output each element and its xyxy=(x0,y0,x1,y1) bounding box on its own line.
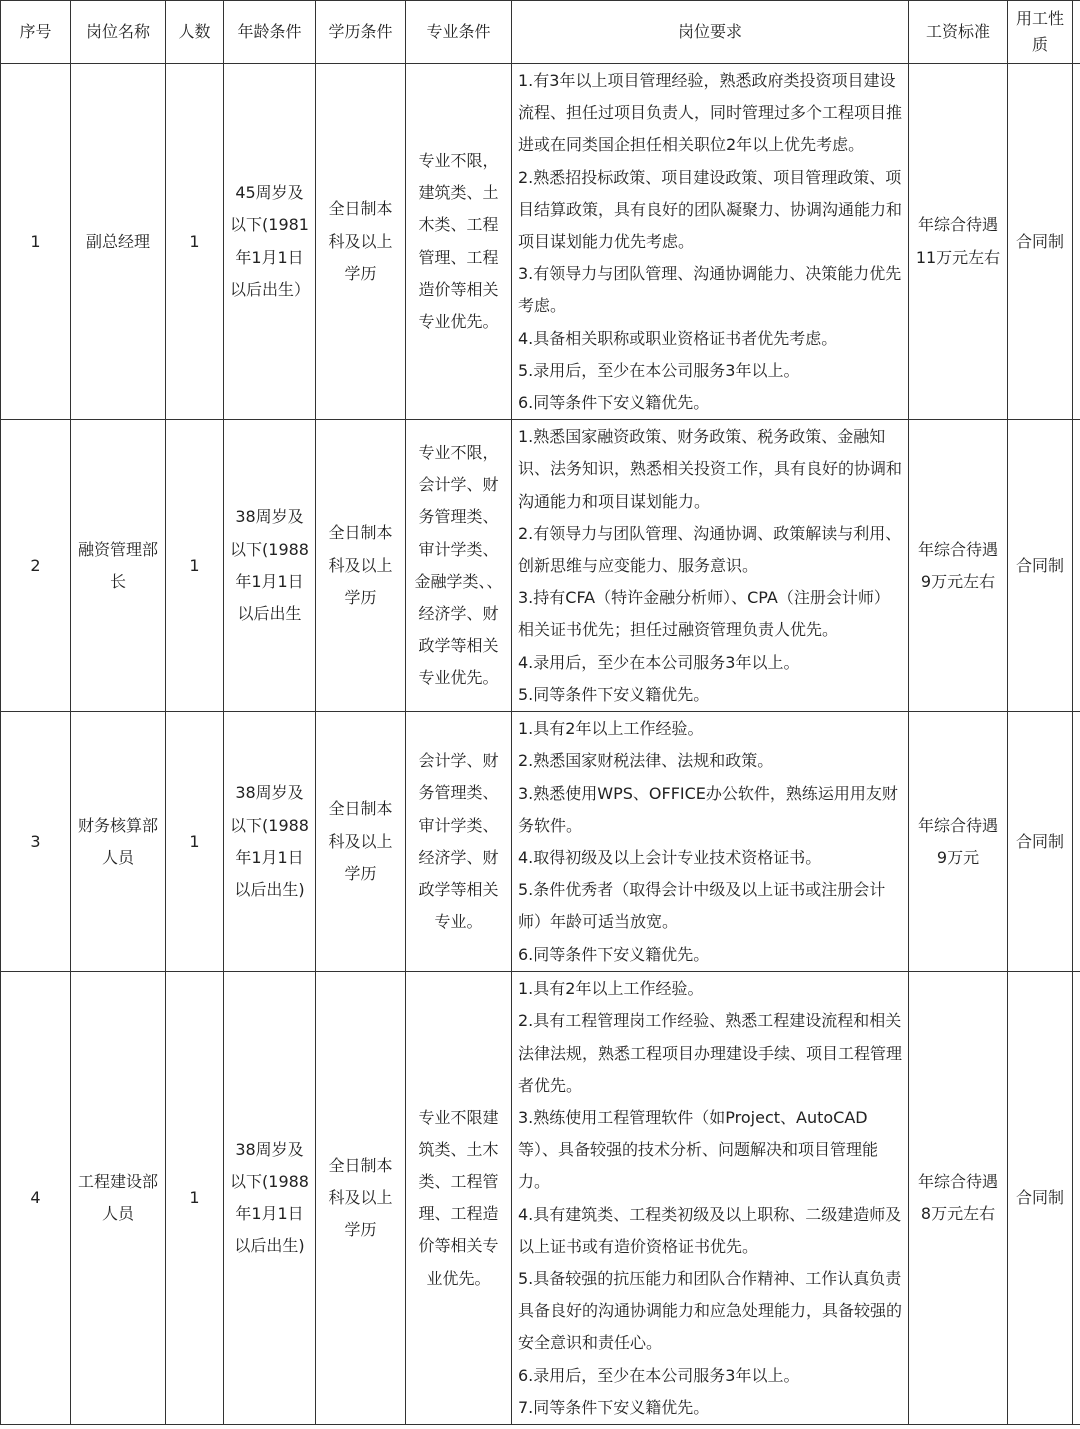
cell-major: 专业不限建筑类、土木类、工程管理、工程造价等相关专业优先。 xyxy=(406,972,512,1425)
cell-employment: 合同制 xyxy=(1008,972,1073,1425)
requirement-item: 3.有领导力与团队管理、沟通协调能力、决策能力优先考虑。 xyxy=(518,264,902,316)
cell-seq: 1 xyxy=(1,64,71,420)
cell-age: 45周岁及以下(1981年1月1日以后出生） xyxy=(224,64,316,420)
requirement-item: 4.具有建筑类、工程类初级及以上职称、二级建造师及以上证书或有造价资格证书优先。 xyxy=(518,1204,902,1256)
cell-count: 1 xyxy=(166,420,224,712)
cell-extra xyxy=(1073,712,1080,972)
requirement-item: 4.录用后，至少在本公司服务3年以上。 xyxy=(518,652,800,672)
requirement-item: 3.熟悉使用WPS、OFFICE办公软件，熟练运用用友财务软件。 xyxy=(518,783,898,835)
cell-salary: 年综合待遇11万元左右 xyxy=(909,64,1008,420)
header-requirements: 岗位要求 xyxy=(512,1,909,64)
header-employment: 用工性质 xyxy=(1008,1,1073,64)
cell-extra xyxy=(1073,972,1080,1425)
cell-education: 全日制本科及以上学历 xyxy=(316,972,406,1425)
cell-major: 专业不限，建筑类、土木类、工程管理、工程造价等相关专业优先。 xyxy=(406,64,512,420)
requirement-item: 1.具有2年以上工作经验。 xyxy=(518,979,704,999)
requirement-item: 6.录用后，至少在本公司服务3年以上。 xyxy=(518,1365,800,1385)
header-salary: 工资标准 xyxy=(909,1,1008,64)
cell-age: 38周岁及以下(1988年1月1日以后出生 xyxy=(224,420,316,712)
cell-age: 38周岁及以下(1988年1月1日以后出生) xyxy=(224,972,316,1425)
cell-employment: 合同制 xyxy=(1008,64,1073,420)
cell-seq: 3 xyxy=(1,712,71,972)
cell-major: 专业不限，会计学、财务管理类、审计学类、金融学类、、经济学、财政学等相关专业优先。 xyxy=(406,420,512,712)
cell-position: 工程建设部人员 xyxy=(71,972,166,1425)
cell-count: 1 xyxy=(166,712,224,972)
cell-extra xyxy=(1073,420,1080,712)
requirement-item: 5.条件优秀者（取得会计中级及以上证书或注册会计师）年龄可适当放宽。 xyxy=(518,880,886,932)
cell-employment: 合同制 xyxy=(1008,712,1073,972)
cell-seq: 2 xyxy=(1,420,71,712)
requirement-item: 3.持有CFA（特许金融分析师）、CPA（注册会计师）相关证书优先；担任过融资管理负责人优先。 xyxy=(518,588,890,640)
table-row xyxy=(1,64,1080,420)
cell-salary: 年综合待遇9万元 xyxy=(909,712,1008,972)
cell-extra xyxy=(1073,64,1080,420)
requirement-item: 1.具有2年以上工作经验。 xyxy=(518,719,704,739)
requirement-item: 1.熟悉国家融资政策、财务政策、税务政策、金融知识、法务知识，熟悉相关投资工作，具有良好的协调和沟通能力和项目谋划能力。 xyxy=(518,427,903,511)
header-education: 学历条件 xyxy=(316,1,406,64)
requirement-item: 1.有3年以上项目管理经验，熟悉政府类投资项目建设流程、担任过项目负责人，同时管理过多个工程项目推进或在同类国企担任相关职位2年以上优先考虑。 xyxy=(518,71,903,155)
cell-education: 全日制本科及以上学历 xyxy=(316,712,406,972)
requirement-item: 3.熟练使用工程管理软件（如Project、AutoCAD等）、具备较强的技术分析、问题解决和项目管理能力。 xyxy=(518,1108,879,1192)
cell-salary: 年综合待遇9万元左右 xyxy=(909,420,1008,712)
requirement-item: 2.有领导力与团队管理、沟通协调、政策解读与利用、创新思维与应变能力、服务意识。 xyxy=(518,523,902,576)
header-position: 岗位名称 xyxy=(71,1,166,64)
requirement-item: 5.录用后，至少在本公司服务3年以上。 xyxy=(518,360,800,380)
cell-position: 融资管理部长 xyxy=(71,420,166,712)
requirement-item: 7.同等条件下安义籍优先。 xyxy=(518,1397,710,1417)
cell-requirements xyxy=(512,972,909,1425)
cell-position: 副总经理 xyxy=(71,64,166,420)
header-age: 年龄条件 xyxy=(224,1,316,64)
requirement-item: 6.同等条件下安义籍优先。 xyxy=(518,944,710,964)
header-seq: 序号 xyxy=(1,1,71,64)
header-extra xyxy=(1073,1,1080,64)
cell-education: 全日制本科及以上学历 xyxy=(316,64,406,420)
table-row xyxy=(1,972,1080,1425)
cell-employment: 合同制 xyxy=(1008,420,1073,712)
cell-count: 1 xyxy=(166,972,224,1425)
header-row xyxy=(1,1,1080,64)
requirement-item: 2.具有工程管理岗工作经验、熟悉工程建设流程和相关法律法规，熟悉工程项目办理建设手续、项目工程管理者优先。 xyxy=(518,1011,903,1095)
table-row xyxy=(1,420,1080,712)
cell-requirements xyxy=(512,64,909,420)
cell-age: 38周岁及以下(1988年1月1日以后出生) xyxy=(224,712,316,972)
requirement-item: 2.熟悉国家财税法律、法规和政策。 xyxy=(518,751,774,771)
requirement-item: 4.取得初级及以上会计专业技术资格证书。 xyxy=(518,848,822,868)
cell-seq: 4 xyxy=(1,972,71,1425)
cell-education: 全日制本科及以上学历 xyxy=(316,420,406,712)
requirement-item: 5.同等条件下安义籍优先。 xyxy=(518,684,710,704)
cell-count: 1 xyxy=(166,64,224,420)
cell-salary: 年综合待遇8万元左右 xyxy=(909,972,1008,1425)
requirement-item: 6.同等条件下安义籍优先。 xyxy=(518,393,710,413)
requirement-item: 5.具备较强的抗压能力和团队合作精神、工作认真负责具备良好的沟通协调能力和应急处理能力，具备较强的安全意识和责任心。 xyxy=(518,1269,903,1353)
table-row xyxy=(1,712,1080,972)
requirement-item: 4.具备相关职称或职业资格证书者优先考虑。 xyxy=(518,328,838,348)
header-count: 人数 xyxy=(166,1,224,64)
requirement-item: 2.熟悉招投标政策、项目建设政策、项目管理政策、项目结算政策，具有良好的团队凝聚力、协调沟通能力和项目谋划能力优先考虑。 xyxy=(518,167,903,252)
cell-major: 会计学、财务管理类、审计学类、经济学、财政学等相关专业。 xyxy=(406,712,512,972)
cell-position: 财务核算部人员 xyxy=(71,712,166,972)
cell-requirements xyxy=(512,420,909,712)
header-major: 专业条件 xyxy=(406,1,512,64)
cell-requirements xyxy=(512,712,909,972)
